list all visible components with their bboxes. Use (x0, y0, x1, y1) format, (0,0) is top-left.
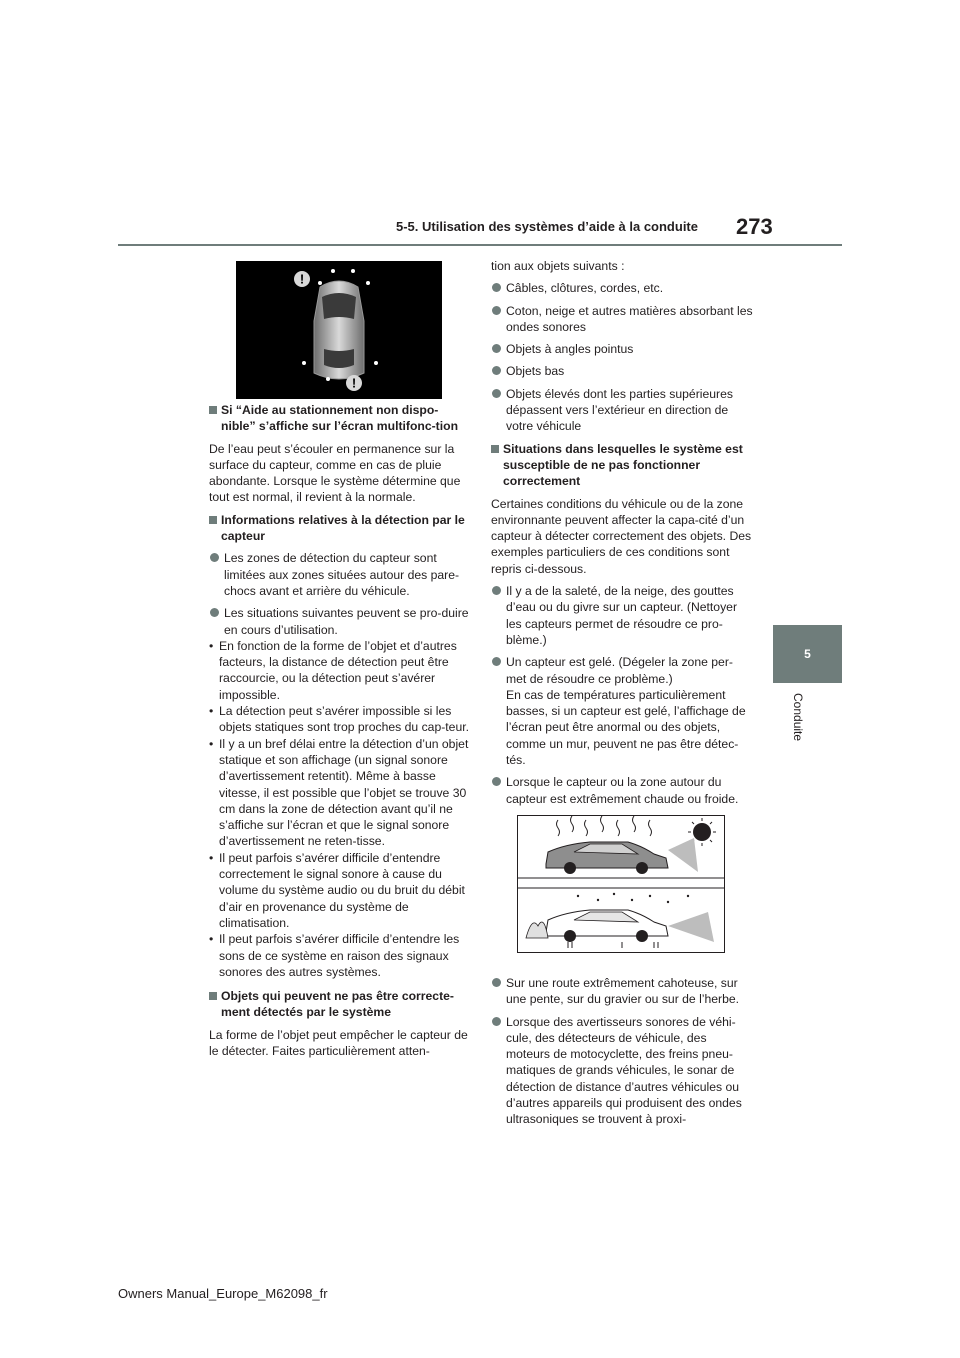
bullet-item: Lorsque des avertisseurs sonores de véhi-cule, des détecteurs de véhicule, des moteurs de motocyclette, des freins pneu-matiques de grands véhicules, le sonar de détection de distance d’autres véhicules ou d’autres appareils qui produisent des ondes ultrasoniques se trouvent à proxi- (491, 1014, 753, 1128)
sub-item: • La détection peut s’avérer impossible si les objets statiques sont trop proches du cap-teur. (209, 704, 469, 735)
hot-cold-conditions-illustration (517, 815, 725, 953)
bullet-dot-icon (492, 283, 501, 292)
heading-square-icon (209, 516, 217, 524)
sensor-dot (331, 269, 335, 273)
snow-icon (577, 893, 689, 903)
chapter-number: 5 (804, 647, 811, 661)
bullet-dot-icon (210, 608, 219, 617)
sub-item: • Il peut parfois s’avérer difficile d’entendre correctement le signal sonore à cause du volume du système audio ou du bruit du débit d’air en provenance du système de climatisation. (209, 850, 465, 930)
bullet-dot-icon (210, 553, 219, 562)
sun-icon (693, 823, 711, 841)
sensor-dot (366, 281, 370, 285)
sensor-dot (318, 281, 322, 285)
bullet-item: Il y a de la saleté, de la neige, des gouttes d’eau ou du givre sur un capteur. (Nettoyer les capteurs permet de résoudre ce pro-blème.) (491, 583, 753, 648)
bullet-item: Objets à angles pointus (491, 341, 753, 357)
bullet-item: Objets élevés dont les parties supérieures dépassent vers l’extérieur en direction de votre véhicule (491, 386, 753, 435)
heading-sensor-detection-info: Informations relatives à la détection par le capteur (209, 512, 471, 545)
alert-mark: ! (299, 271, 305, 287)
paragraph: De l’eau peut s’écouler en permanence sur la surface du capteur, comme en cas de pluie abondante. Lorsque le système détermine que tout est normal, il revient à la normale. (209, 441, 461, 505)
sensor-dot (326, 377, 330, 381)
weather-cars-graphic (518, 816, 724, 952)
right-column (491, 258, 753, 1134)
bullet-dot-icon (492, 366, 501, 375)
bullet-dot-icon (492, 777, 501, 786)
heading-undetected-objects: Objets qui peuvent ne pas être correcte-ment détectés par le système (209, 988, 471, 1021)
bullet-dot-icon (492, 657, 501, 666)
sub-item: • Il y a un bref délai entre la détection d’un objet statique et son affichage (un signal sonore d’avertissement retentit). Même à basse vitesse, il est possible que l’objet se trouve 30 cm dans la zone de détection avant qu’il ne s’affiche sur l’écran et que le signal sonore d’avertissement ne reten-tisse. (209, 736, 469, 849)
bullet-dot-icon (492, 306, 501, 315)
sensor-beam (668, 912, 714, 942)
chapter-tab (773, 625, 842, 683)
heading-malfunction-situations: Situations dans lesquelles le système est susceptible de ne pas fonctionner correctement (491, 441, 753, 490)
bullet-item: Les zones de détection du capteur sont limitées aux zones situées autour des pare-chocs avant et arrière du véhicule. (209, 550, 471, 599)
car-cold-icon (546, 910, 668, 942)
sensor-dot (374, 361, 378, 365)
parking-sensor-display-illustration (236, 261, 442, 399)
bullet-item: Lorsque le capteur ou la zone autour du capteur est extrêmement chaude ou froide. (491, 774, 753, 807)
alert-mark: ! (351, 375, 357, 391)
ice-icon (568, 942, 658, 948)
sensor-dot (302, 361, 306, 365)
left-column (209, 402, 471, 1065)
paragraph: Certaines conditions du véhicule ou de la zone environnante peuvent affecter la capa-cité d’un capteur à détecter correctement des objets. Des exemples particuliers de ces conditions sont repris ci-dessous. (491, 496, 752, 576)
paragraph: tion aux objets suivants : (491, 259, 625, 273)
heat-waves-icon (557, 816, 652, 836)
sub-item: • En fonction de la forme de l’objet et d’autres facteurs, la distance de détection peut être raccourcie, ou la détection peut s’avérer impossible. (209, 638, 457, 702)
page-number: 273 (736, 214, 773, 239)
snow-pile (526, 922, 548, 938)
heading-square-icon (491, 445, 499, 453)
bullet-item: Sur une route extrêmement cahoteuse, sur une pente, sur du gravier ou sur de l’herbe. (491, 975, 753, 1008)
bullet-dot-icon (492, 344, 501, 353)
car-hot-icon (546, 842, 668, 874)
bullet-dot-icon (492, 978, 501, 987)
heading-unavailable-message: Si “Aide au stationnement non dispo-nible” s’affiche sur l’écran multifonc-tion (209, 402, 471, 435)
car-top-view-graphic (236, 261, 442, 399)
sensor-beam (668, 838, 698, 872)
heading-square-icon (209, 992, 217, 1000)
paragraph: La forme de l’objet peut empêcher le capteur de le détecter. Faites particulièrement atten- (209, 1027, 468, 1058)
chapter-name: Conduite (791, 693, 805, 742)
section-title: 5-5. Utilisation des systèmes d’aide à la conduite (396, 219, 698, 234)
bullet-dot-icon (492, 389, 501, 398)
bullet-item: Câbles, clôtures, cordes, etc. (491, 280, 753, 296)
header-rule (118, 244, 842, 246)
document-id: Owners Manual_Europe_M62098_fr (118, 1286, 328, 1301)
bullet-item: Coton, neige et autres matières absorbant les ondes sonores (491, 303, 753, 336)
sub-item: • Il peut parfois s’avérer difficile d’entendre les sons de ce système en raison des signaux sonores des autres systèmes. (209, 932, 460, 979)
bullet-dot-icon (492, 586, 501, 595)
bullet-item: Objets bas (491, 363, 753, 379)
bullet-item: Un capteur est gelé. (Dégeler la zone per-met de résoudre ce problème.) En cas de températures particulièrement basses, si un capteur est gelé, l’affichage de l’écran peut être anormal ou des objets, comme un mur, peuvent ne pas être détec-tés. (491, 654, 753, 768)
sensor-dot (351, 269, 355, 273)
bullet-item: Les situations suivantes peuvent se pro-duire en cours d’utilisation. (209, 605, 471, 638)
bullet-dot-icon (492, 1017, 501, 1026)
heading-square-icon (209, 406, 217, 414)
